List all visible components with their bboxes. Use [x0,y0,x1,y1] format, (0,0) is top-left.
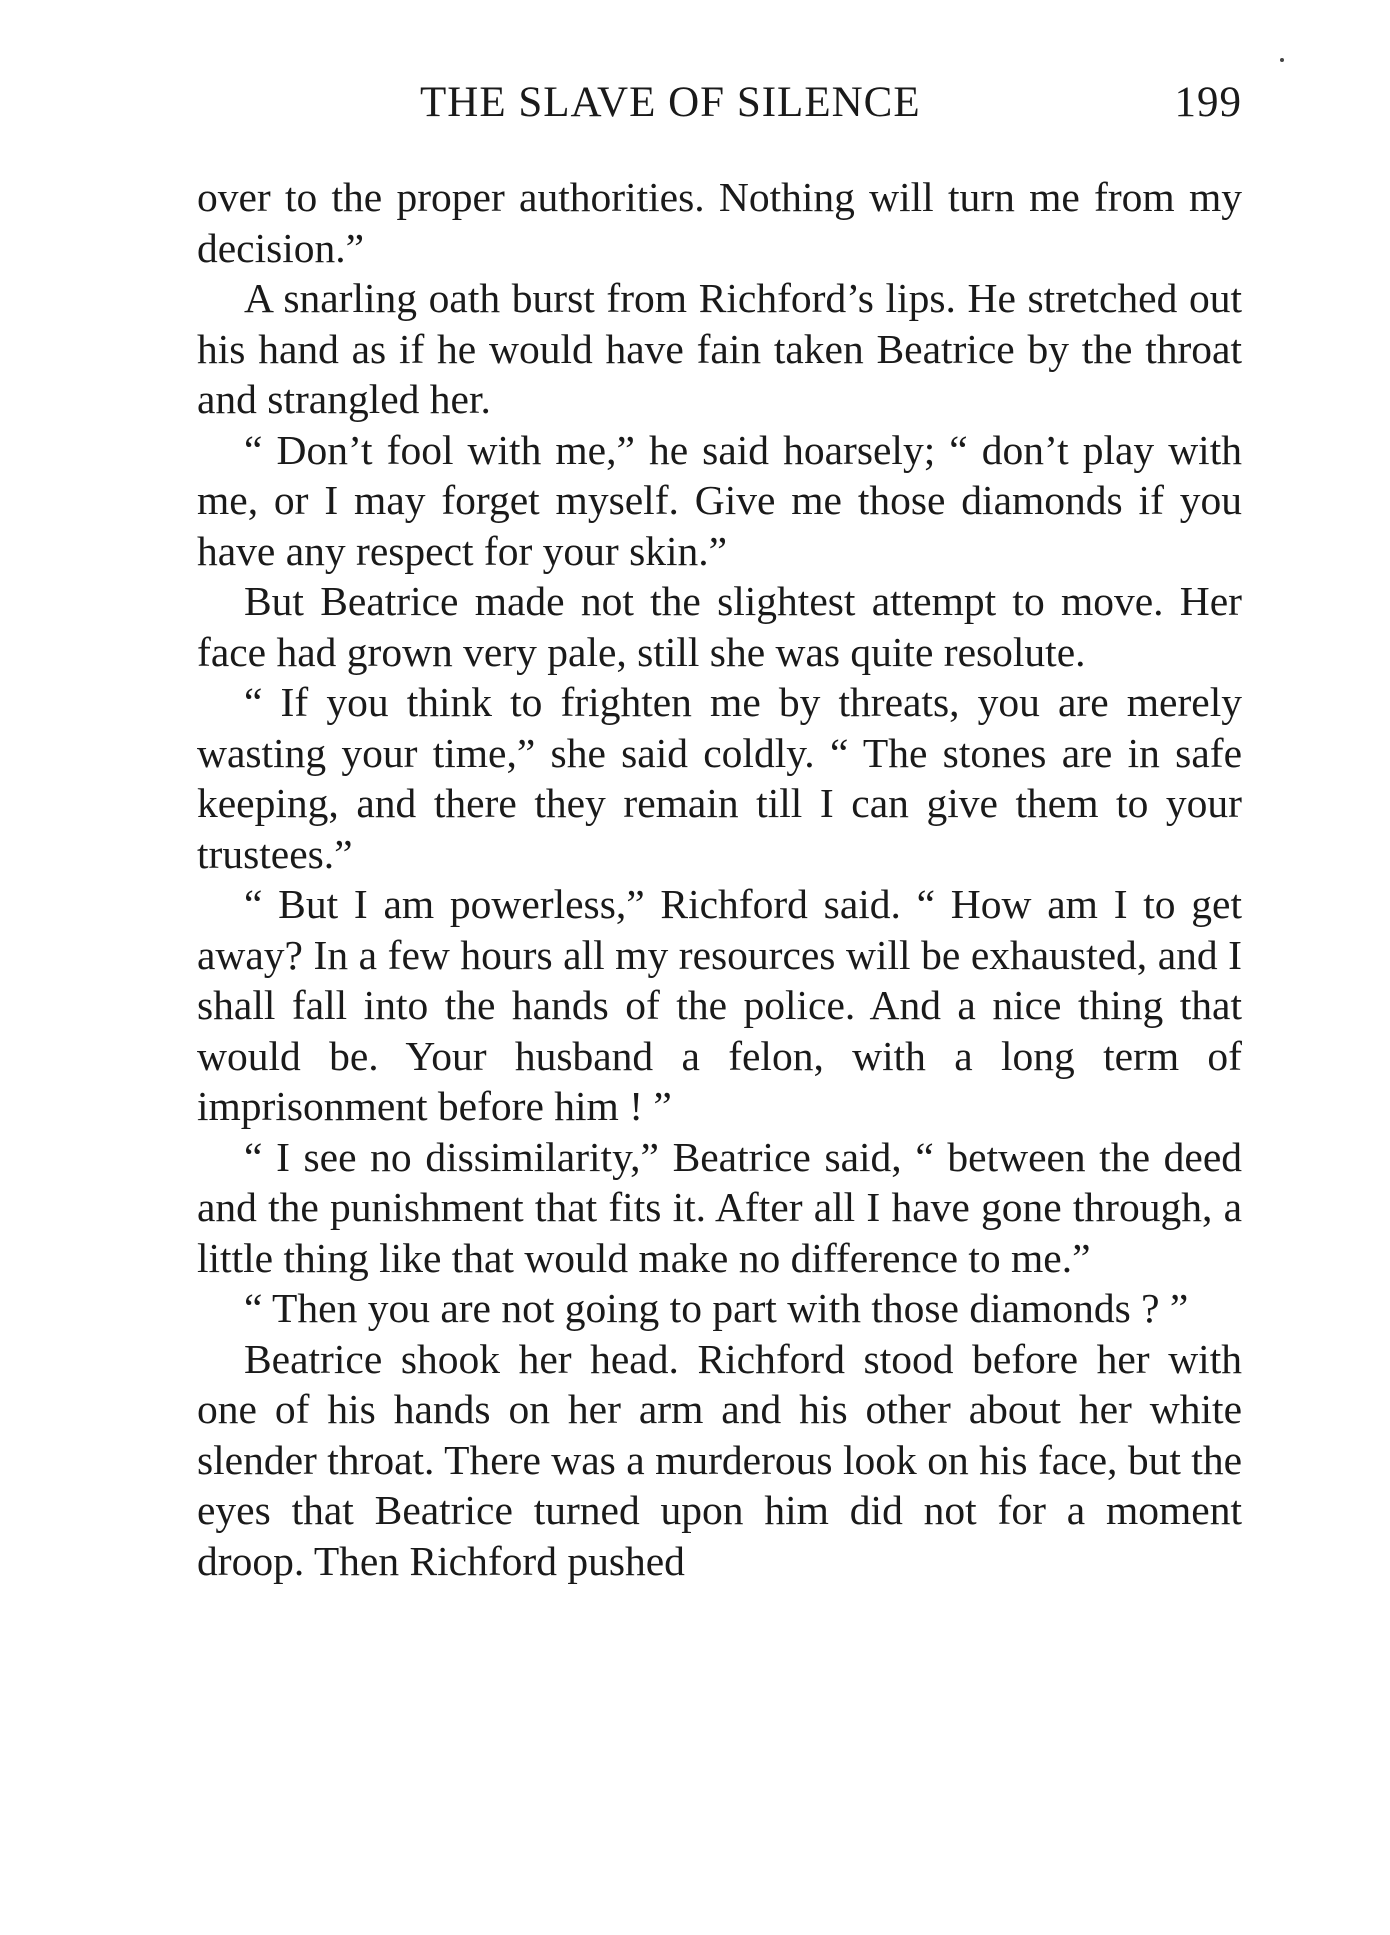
paragraph: “ Don’t fool with me,” he said hoarsely; “ don’t play with me, or I may forget myself. Give me those diamonds if you have any respect for your skin.” [197,426,1242,574]
paragraph: “ Then you are not going to part with those diamonds ? ” [244,1285,1189,1331]
paragraph: Beatrice shook her head. Richford stood before her with one of his hands on her arm and his other about her white slender throat. There was a murderous look on his face, but the eyes that Beatrice turned upon him did not for a moment droop. Then Richford pushed [197,1335,1242,1584]
page-number: 199 [1174,79,1242,126]
running-title: THE SLAVE OF SILENCE [420,79,921,126]
paragraph: A snarling oath burst from Richford’s lips. He stretched out his hand as if he would have fain taken Beatrice by the throat and strangled her. [197,275,1242,422]
paragraph: over to the proper authorities. Nothing will turn me from my decision.” [197,174,1242,271]
paragraph: “ I see no dissimilarity,” Beatrice said, “ between the deed and the punishment that fits it. After all I have gone through, a little thing like that would make no difference to me.” [197,1133,1242,1281]
body-text [197,172,1242,1586]
paragraph: But Beatrice made not the slightest attempt to move. Her face had grown very pale, still she was quite resolute. [197,578,1242,675]
running-header [197,78,1242,128]
paragraph: “ If you think to frighten me by threats, you are merely wasting your time,” she said coldly. “ The stones are in safe keeping, and there they remain till I can give them to your trustees.” [197,679,1242,877]
ink-speck [1280,58,1284,62]
paragraph: “ But I am powerless,” Richford said. “ How am I to get away? In a few hours all my resources will be exhausted, and I shall fall into the hands of the police. And a nice thing that would be. Your husband a felon, with a long term of imprisonment before him ! ” [197,881,1242,1129]
